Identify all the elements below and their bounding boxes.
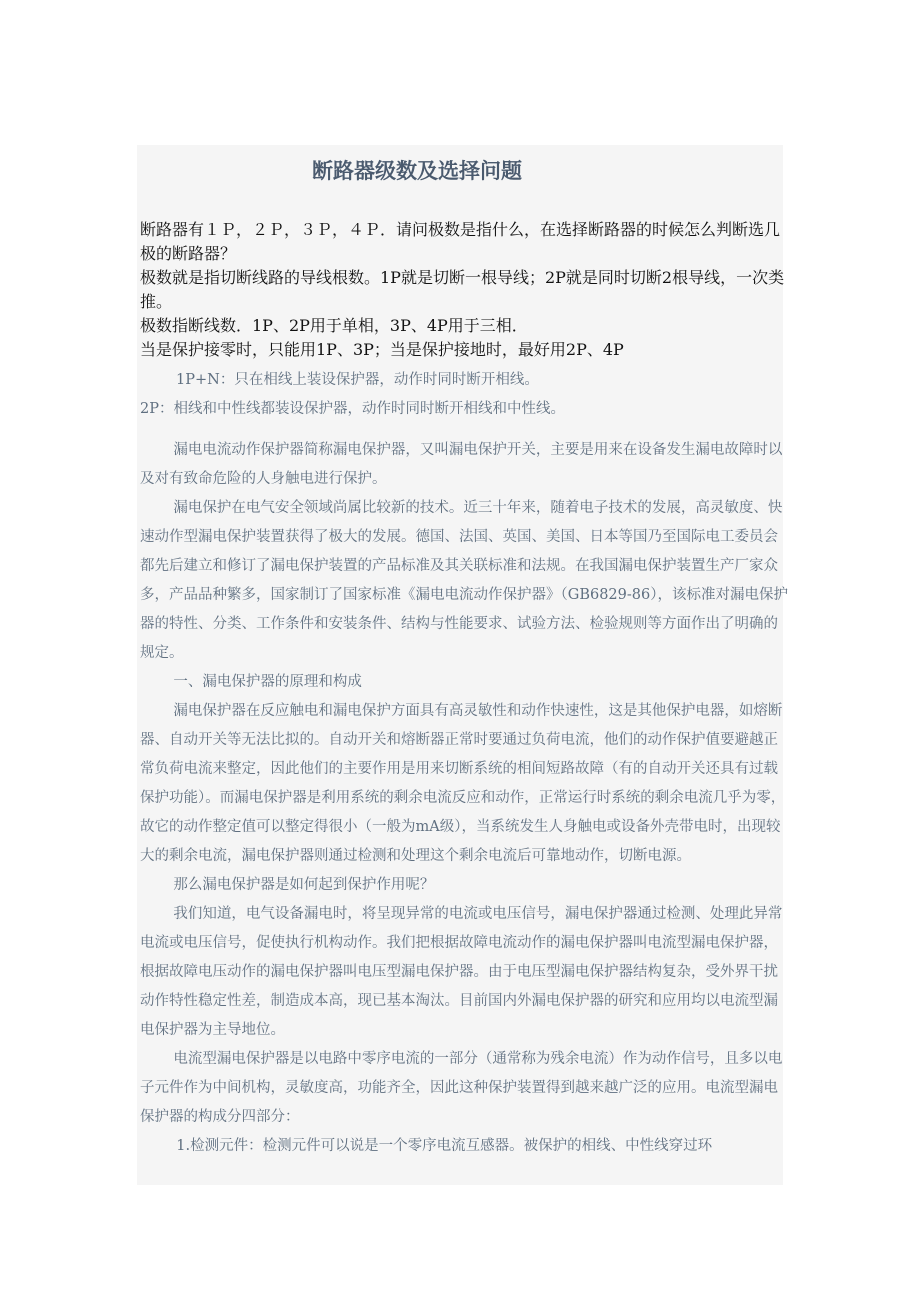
body-paragraph: 漏电保护器在反应触电和漏电保护方面具有高灵敏性和动作快速性，这是其他保护电器，如熔断器、自动开关等无法比拟的。自动开关和熔断器正常时要通过负荷电流，他们的动作保护值要避越正常负荷电流来整定，因此他们的主要作用是用来切断系统的相间短路故障（有的自动开关还具有过载保护功能）。而漏电保护器是利用系统的剩余电流反应和动作，正常运行时系统的剩余电流几乎为零，故它的动作整定值可以整定得很小（一般为mA级），当系统发生人身触电或设备外壳带电时，出现较大的剩余电流，漏电保护器则通过检测和处理这个剩余电流后可靠地动作，切断电源。 <box>140 703 786 864</box>
pole-2p-line: 2P：相线和中性线都装设保护器，动作时同时断开相线和中性线。 <box>140 401 565 417</box>
body-section <box>140 436 788 1161</box>
document-title: 断路器级数及选择问题 <box>312 159 522 183</box>
intro-line: 断路器有１Ｐ，２Ｐ，３Ｐ，４Ｐ．请问极数是指什么，在选择断路器的时候怎么判断选几极的断路器？ <box>140 220 781 263</box>
list-item: 1.检测元件：检测元件可以说是一个零序电流互感器。被保护的相线、中性线穿过环 <box>176 1138 713 1154</box>
intro-line: 极数就是指切断线路的导线根数。1P就是切断一根导线；2P就是同时切断2根导线，一次类推。 <box>140 268 785 311</box>
section-heading: 一、漏电保护器的原理和构成 <box>173 674 362 690</box>
body-paragraph: 电流型漏电保护器是以电路中零序电流的一部分（通常称为残余电流）作为动作信号，且多以电子元件作为中间机构，灵敏度高，功能齐全，因此这种保护装置得到越来越广泛的应用。电流型漏电保护器的构成分四部分： <box>140 1051 783 1125</box>
body-paragraph: 漏电电流动作保护器简称漏电保护器，又叫漏电保护开关，主要是用来在设备发生漏电故障时以及对有致命危险的人身触电进行保护。 <box>140 442 783 487</box>
intro-line: 极数指断线数．1P、2P用于单相，3P、4P用于三相． <box>140 316 528 335</box>
body-paragraph: 那么漏电保护器是如何起到保护作用呢？ <box>173 877 435 893</box>
body-paragraph: 漏电保护在电气安全领域尚属比较新的技术。近三十年来，随着电子技术的发展，高灵敏度、快速动作型漏电保护装置获得了极大的发展。德国、法国、英国、美国、日本等国乃至国际电工委员会都先后建立和修订了漏电保护装置的产品标准及其关联标准和法规。在我国漏电保护装置生产厂家众多，产品品种繁多，国家制订了国家标准《漏电电流动作保护器》（GB6829-86），该标准对漏电保护器的特性、分类、工作条件和安装条件、结构与性能要求、试验方法、检验规则等方面作出了明确的规定。 <box>140 500 788 661</box>
intro-line: 当是保护接零时，只能用1P、3P；当是保护接地时，最好用2P、4P <box>140 340 624 359</box>
body-paragraph: 我们知道，电气设备漏电时，将呈现异常的电流或电压信号，漏电保护器通过检测、处理此异常电流或电压信号，促使执行机构动作。我们把根据故障电流动作的漏电保护器叫电流型漏电保护器，根据故障电压动作的漏电保护器叫电压型漏电保护器。由于电压型漏电保护器结构复杂，受外界干扰动作特性稳定性差，制造成本高，现已基本淘汰。目前国内外漏电保护器的研究和应用均以电流型漏电保护器为主导地位。 <box>140 906 783 1038</box>
intro-section <box>140 218 790 362</box>
pole-1pn-line: 1P+N：只在相线上装设保护器，动作时同时断开相线。 <box>176 372 539 388</box>
